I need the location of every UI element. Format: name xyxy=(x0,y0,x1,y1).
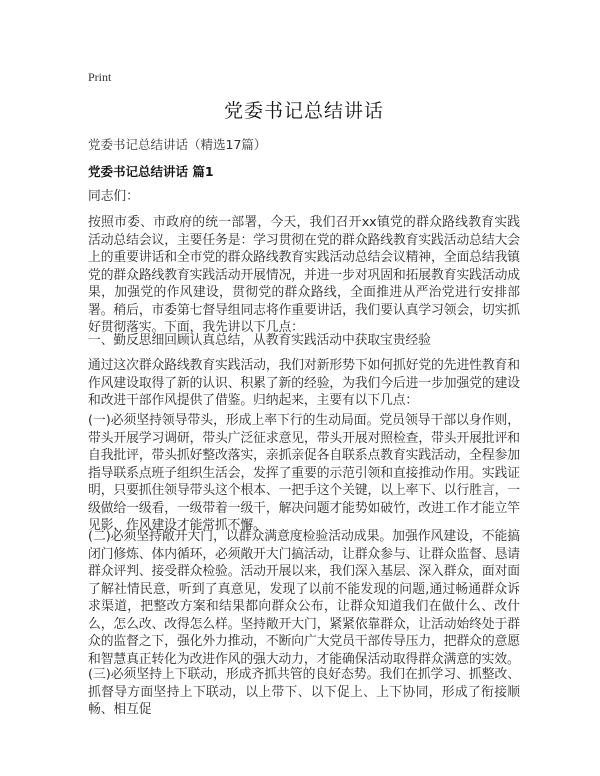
document-subtitle: 党委书记总结讲话（精选17篇） xyxy=(88,137,267,152)
body-paragraph: 通过这次群众路线教育实践活动，我们对新形势下如何抓好党的先进性教育和作风建设取得了新的认识、积累了新的经验，为我们今后进一步加强党的建设和改进干部作风提供了借鉴。归纳起来，主要有以下几点： xyxy=(88,358,520,408)
body-paragraph: (二)必须坚持敞开大门，以群众满意度检验活动成果。加强作风建设，不能搞闭门修炼、体内循环，必须敞开大门搞活动，让群众参与、让群众监督、恳请群众评判、接受群众检验。活动开展以来，我们深入基层、深入群众，面对面了解社情民意，听到了真意见，发现了以前不能发现的问题,通过畅通群众诉求渠道，把整改方案和结果都向群众公布，让群众知道我们在做什么、改什么，怎么改、改得怎么样。坚持敞开大门，紧紧依靠群众，让活动始终处于群众的监督之下，强化外力推动，不断向广大党员干部传导压力，把群众的意愿和智慧真正转化为改进作风的强大动力，才能确保活动取得群众满意的实效。 xyxy=(88,529,520,667)
document-title: 党委书记总结讲话 xyxy=(223,100,384,122)
greeting-paragraph: 同志们： xyxy=(88,189,139,204)
intro-paragraph: 按照市委、市政府的统一部署，今天，我们召开xx镇党的群众路线教育实践活动总结会议，主要任务是：学习贯彻在党的群众路线教育实践活动总结大会上的重要讲话和全市党的群众路线教育实践活动总结会议精神，全面总结我镇党的群众路线教育实践活动开展情况，并进一步对巩固和拓展教育实践活动成果，加强党的作风建设，贯彻党的群众路线，全面推进从严治党进行安排部署。稍后，市委第七督导组同志将作重要讲话，我们要认真学习领会，切实抓好贯彻落实。下面，我先讲以下几点： xyxy=(88,215,520,335)
section-heading: 党委书记总结讲话 篇1 xyxy=(88,164,214,179)
heading-paragraph: 一、勤反思细回顾认真总结，从教育实践活动中获取宝贵经验 xyxy=(88,333,431,348)
body-paragraph: (一)必须坚持领导带头，形成上率下行的生动局面。党员领导干部以身作则，带头开展学习调研，带头广泛征求意见，带头开展对照检查，带头开展批评和自我批评，带头抓好整改落实，亲抓亲促各自联系点教育实践活动，全程参加指导联系点班子组织生活会，发挥了重要的示范引领和直接推动作用。实践证明，只要抓住领导带头这个根本、一把手这个关键，以上率下、以行胜言，一级做给一级看，一级带着一级干，解决问题才能势如破竹，改进工作才能立竿见影，作风建设才能常抓不懈。 xyxy=(88,413,520,533)
body-paragraph: (三)必须坚持上下联动，形成齐抓共管的良好态势。我们在抓学习、抓整改、抓督导方面坚持上下联动，以上带下、以下促上、上下协同，形成了衔接顺畅、相互促 xyxy=(88,667,520,717)
print-label: Print xyxy=(88,70,112,84)
